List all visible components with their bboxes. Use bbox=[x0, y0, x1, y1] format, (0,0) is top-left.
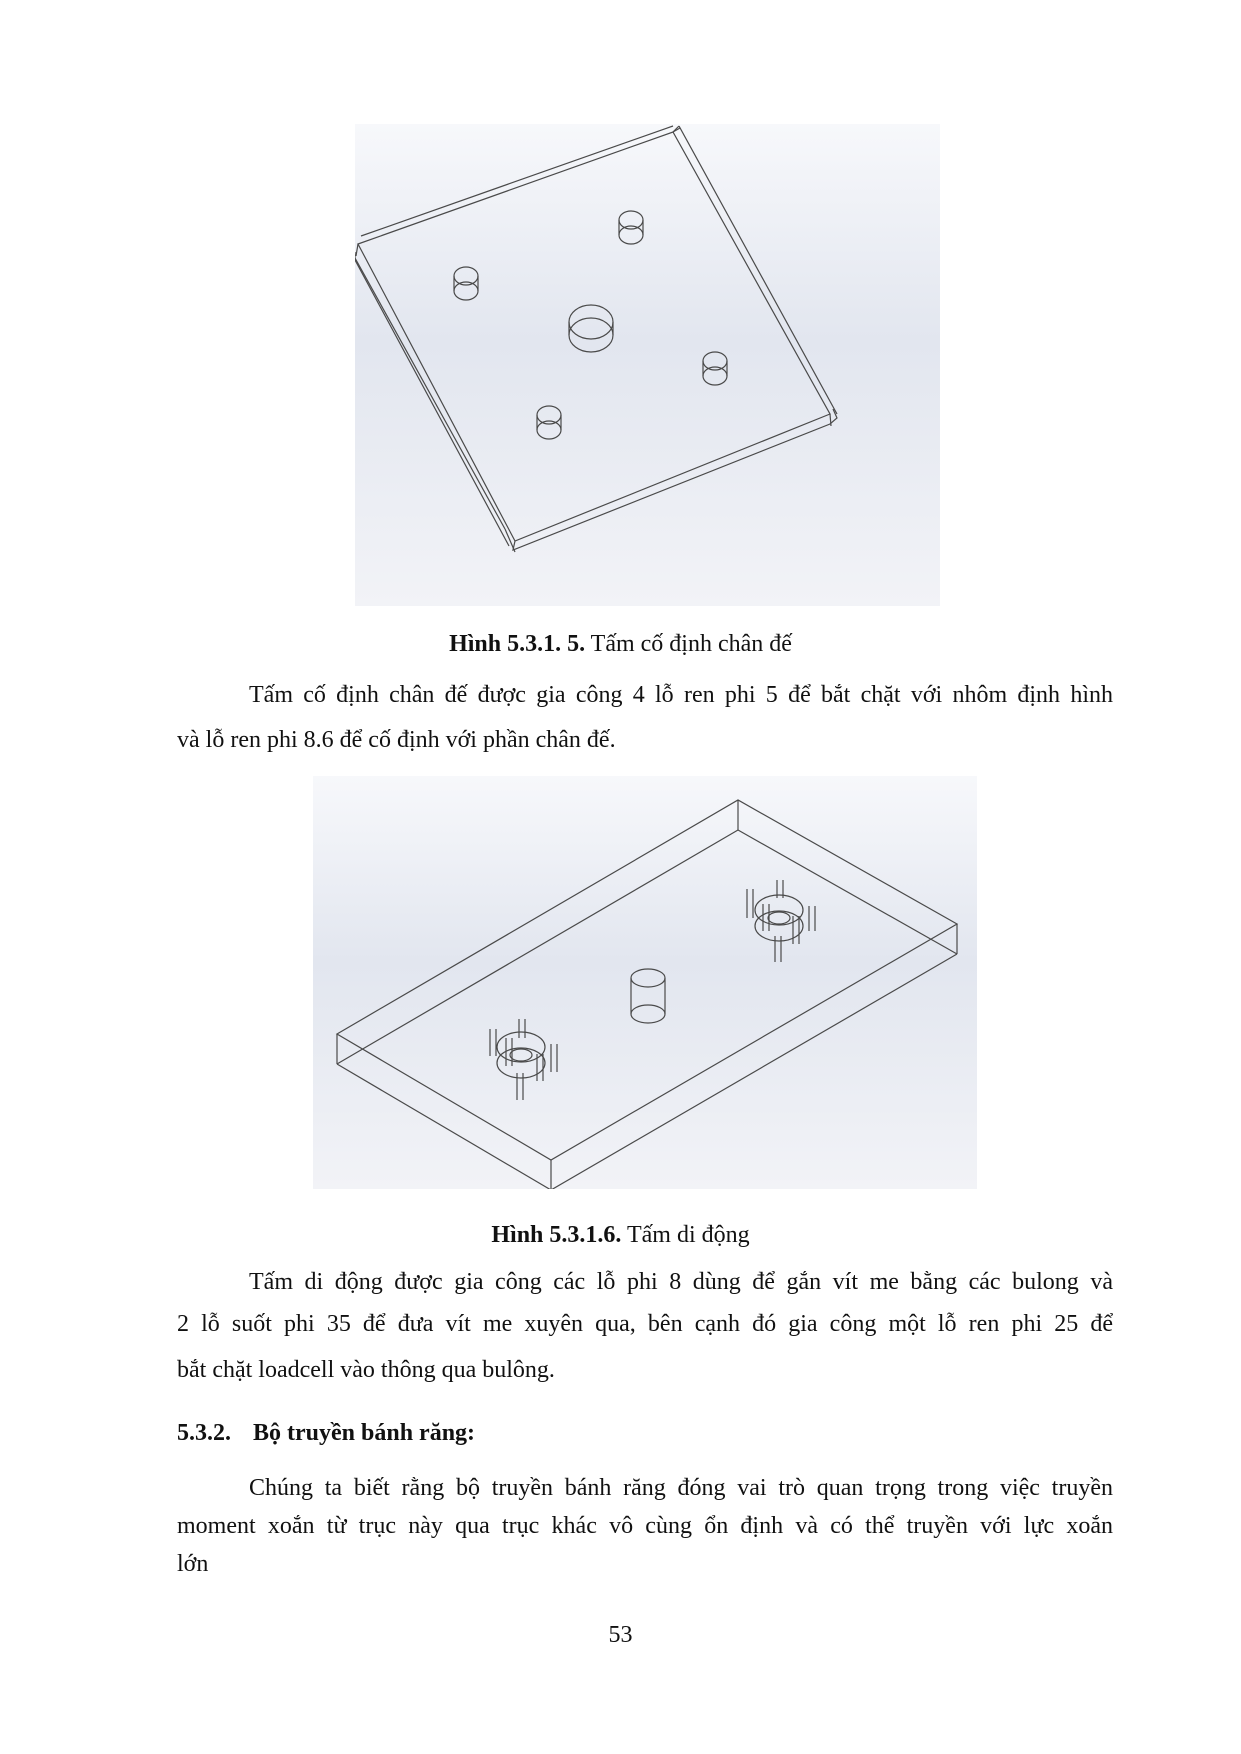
bolt-pattern-right bbox=[747, 880, 815, 962]
figure-base-plate bbox=[355, 124, 940, 606]
paragraph-text: Tấm di động được gia công các lỗ phi 8 dùng để gắn vít me bằng các bulong và bbox=[249, 1269, 1113, 1295]
paragraph-line bbox=[177, 720, 1113, 760]
caption-text: Tấm cố định chân đế bbox=[590, 631, 792, 657]
center-hole bbox=[631, 969, 665, 1023]
hole-top-right bbox=[619, 211, 643, 244]
caption-text: Tấm di động bbox=[626, 1222, 750, 1248]
paragraph-text: moment xoắn từ trục này qua trục khác vô cùng ổn định và có thể truyền với lực xoắn bbox=[177, 1513, 1113, 1539]
paragraph-text: và lỗ ren phi 8.6 để cố định với phần chân đế. bbox=[177, 727, 616, 753]
section-heading bbox=[177, 1418, 475, 1448]
paragraph-text: 2 lỗ suốt phi 35 để đưa vít me xuyên qua, bên cạnh đó gia công một lỗ ren phi 25 để bbox=[177, 1311, 1113, 1337]
caption-label: Hình 5.3.1.6. bbox=[491, 1222, 622, 1248]
hole-bottom bbox=[537, 406, 561, 439]
figure-caption-2 bbox=[0, 1220, 1241, 1250]
paragraph-line bbox=[177, 1262, 1113, 1302]
plate-top-outline bbox=[358, 132, 830, 541]
caption-label: Hình 5.3.1. 5. bbox=[449, 631, 586, 657]
paragraph-text: bắt chặt loadcell vào thông qua bulông. bbox=[177, 1357, 555, 1383]
hole-center bbox=[569, 305, 613, 352]
hole-top-left bbox=[454, 267, 478, 300]
page-number: 53 bbox=[608, 1622, 633, 1648]
moving-plate-drawing bbox=[313, 776, 977, 1189]
paragraph-line bbox=[177, 1506, 1113, 1546]
paragraph-line bbox=[177, 1544, 1113, 1584]
paragraph-line bbox=[177, 1304, 1113, 1344]
paragraph-text: Chúng ta biết rằng bộ truyền bánh răng đóng vai trò quan trọng trong việc truyền bbox=[249, 1475, 1113, 1501]
figure-caption-1 bbox=[0, 629, 1241, 659]
paragraph-text: Tấm cố định chân đế được gia công 4 lỗ ren phi 5 để bắt chặt với nhôm định hình bbox=[249, 682, 1113, 708]
paragraph-text: lớn bbox=[177, 1551, 209, 1577]
bolt-pattern-left bbox=[490, 1019, 557, 1100]
figure-moving-plate bbox=[313, 776, 977, 1189]
box-top-face bbox=[337, 800, 957, 1160]
base-plate-drawing bbox=[355, 124, 940, 606]
paragraph-line bbox=[177, 675, 1113, 715]
hole-right bbox=[703, 352, 727, 385]
paragraph-line bbox=[177, 1468, 1113, 1508]
section-title: Bộ truyền bánh răng: bbox=[253, 1420, 476, 1446]
section-number: 5.3.2. bbox=[177, 1420, 231, 1446]
paragraph-line bbox=[177, 1350, 1113, 1390]
